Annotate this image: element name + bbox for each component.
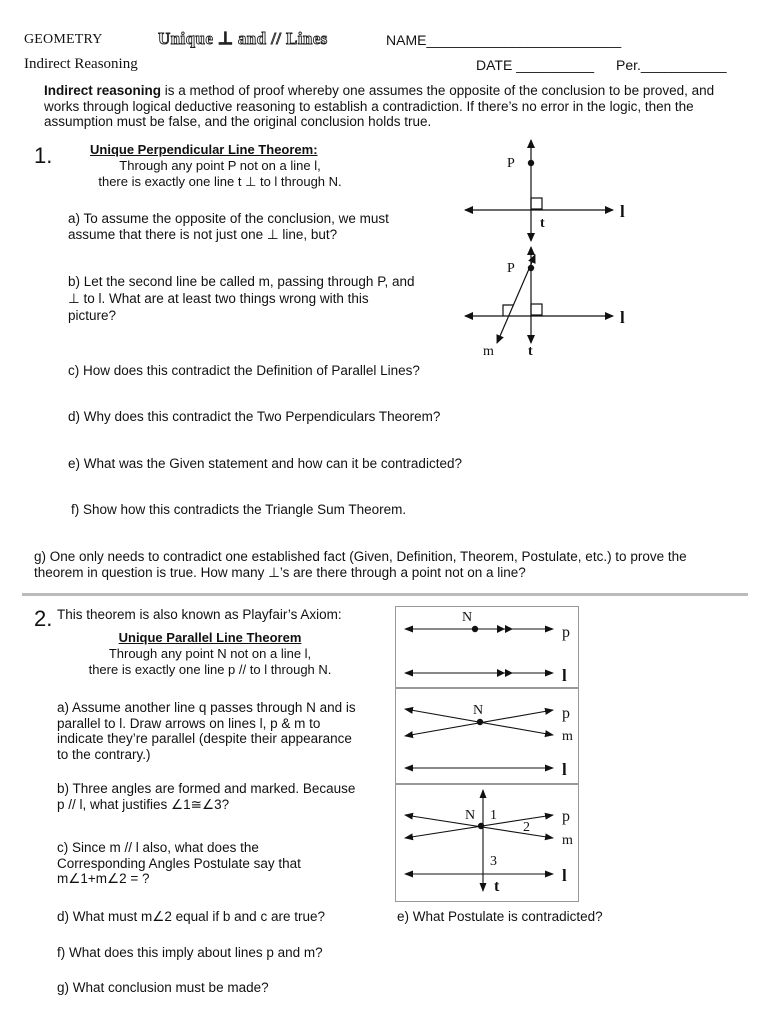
question-2c: c) Since m // l also, what does the Corresponding Angles Postulate say that m∠1+m∠2 = ?: [57, 840, 301, 886]
intro-text: is a method of proof whereby one assumes the opposite of the conclusion to be proved, and works through logical deductive reasoning to establish a contradiction. If there’s no error in the logic, then the assumption must be false, and the original conclusion holds true.: [44, 83, 715, 129]
label-n-box2: N: [473, 703, 484, 718]
question-2g: g) What conclusion must be made?: [57, 980, 269, 995]
label-l-box1: l: [562, 666, 567, 685]
intro-term: Indirect reasoning: [44, 83, 162, 98]
point-n-box3: [478, 823, 484, 829]
section1-theorem-line2: there is exactly one line t ⊥ to l through N.: [98, 174, 342, 189]
label-p-box2: p: [562, 705, 570, 722]
section2-intro: This theorem is also known as Playfair’s Axiom:: [57, 607, 342, 622]
label-angle-2: 2: [523, 820, 530, 835]
course-label: GEOMETRY: [24, 32, 103, 47]
section-divider: [22, 593, 748, 596]
label-l-bottom: l: [620, 308, 625, 327]
question-2e: e) What Postulate is contradicted?: [397, 909, 603, 924]
label-l-box3: l: [562, 866, 567, 885]
perpendicular-figure: [455, 135, 655, 365]
parallel-arrows-p: [497, 625, 513, 633]
question-1d: d) Why does this contradict the Two Perpendiculars Theorem?: [68, 409, 441, 424]
label-t-top: t: [540, 216, 545, 231]
question-1c: c) How does this contradict the Definition of Parallel Lines?: [68, 363, 420, 378]
label-t-box3: t: [494, 878, 500, 895]
question-2f: f) What does this imply about lines p and m?: [57, 945, 323, 960]
label-p-bottom: P: [507, 261, 515, 276]
question-2d: d) What must m∠2 equal if b and c are true?: [57, 909, 325, 924]
label-p-box3: p: [562, 808, 570, 825]
label-p-box1: p: [562, 624, 570, 641]
question-2a: a) Assume another line q passes through N and is parallel to l. Draw arrows on lines l, p & m to indicate they’re parallel (despite their appearance to the contrary.): [57, 700, 356, 762]
label-n-box1: N: [462, 610, 473, 625]
question-1e: e) What was the Given statement and how can it be contradicted?: [68, 456, 462, 471]
point-n-box2: [477, 719, 483, 725]
point-p-bottom: [528, 265, 534, 271]
question-2b: b) Three angles are formed and marked. Because p // l, what justifies ∠1≅∠3?: [57, 781, 356, 812]
question-1f: f) Show how this contradicts the Triangle Sum Theorem.: [71, 502, 407, 517]
label-l-box2: l: [562, 760, 567, 779]
label-n-box3: N: [465, 808, 476, 823]
label-angle-3: 3: [490, 854, 497, 869]
point-p-top: [528, 160, 534, 166]
period-field[interactable]: Per.___________: [616, 57, 727, 73]
worksheet-title: Unique ⊥ and // Lines: [158, 29, 328, 48]
section1-number: 1.: [34, 143, 53, 168]
date-field[interactable]: DATE __________: [476, 57, 595, 73]
label-m-box2: m: [562, 729, 573, 744]
section1-theorem-line1: Through any point P not on a line l,: [119, 158, 321, 173]
section1-heading: Unique Perpendicular Line Theorem:: [90, 142, 318, 157]
question-1a: a) To assume the opposite of the conclusion, we must assume that there is not just one ⊥ line, but?: [68, 211, 389, 242]
parallel-arrows-l: [497, 669, 513, 677]
label-m-bottom: m: [483, 344, 494, 359]
label-angle-1: 1: [490, 808, 497, 823]
parallel-figure: [395, 606, 579, 902]
question-1b: b) Let the second line be called m, passing through P, and ⊥ to l. What are at least two things wrong with this picture?: [68, 274, 415, 323]
section2-theorem-line1: Through any point N not on a line l,: [108, 646, 312, 661]
name-field[interactable]: NAME_________________________: [386, 32, 622, 48]
right-angle-mark-top: [531, 198, 542, 209]
section2-number: 2.: [34, 606, 53, 631]
worksheet-subtitle: Indirect Reasoning: [24, 56, 138, 72]
question-1g: g) One only needs to contradict one established fact (Given, Definition, Theorem, Postulate, etc.) to prove the theorem in question is true. How many ⊥’s are there through a point not on a line?: [34, 549, 687, 580]
right-angle-mark-t: [531, 304, 542, 315]
section2-theorem-line2: there is exactly one line p // to l through N.: [88, 662, 332, 677]
label-t-bottom: t: [528, 344, 533, 359]
intro-paragraph: [44, 83, 744, 130]
label-l-top: l: [620, 202, 625, 221]
label-m-box3: m: [562, 833, 573, 848]
section2-heading: Unique Parallel Line Theorem: [118, 630, 302, 645]
point-n-box1: [472, 626, 478, 632]
label-p-top: P: [507, 156, 515, 171]
